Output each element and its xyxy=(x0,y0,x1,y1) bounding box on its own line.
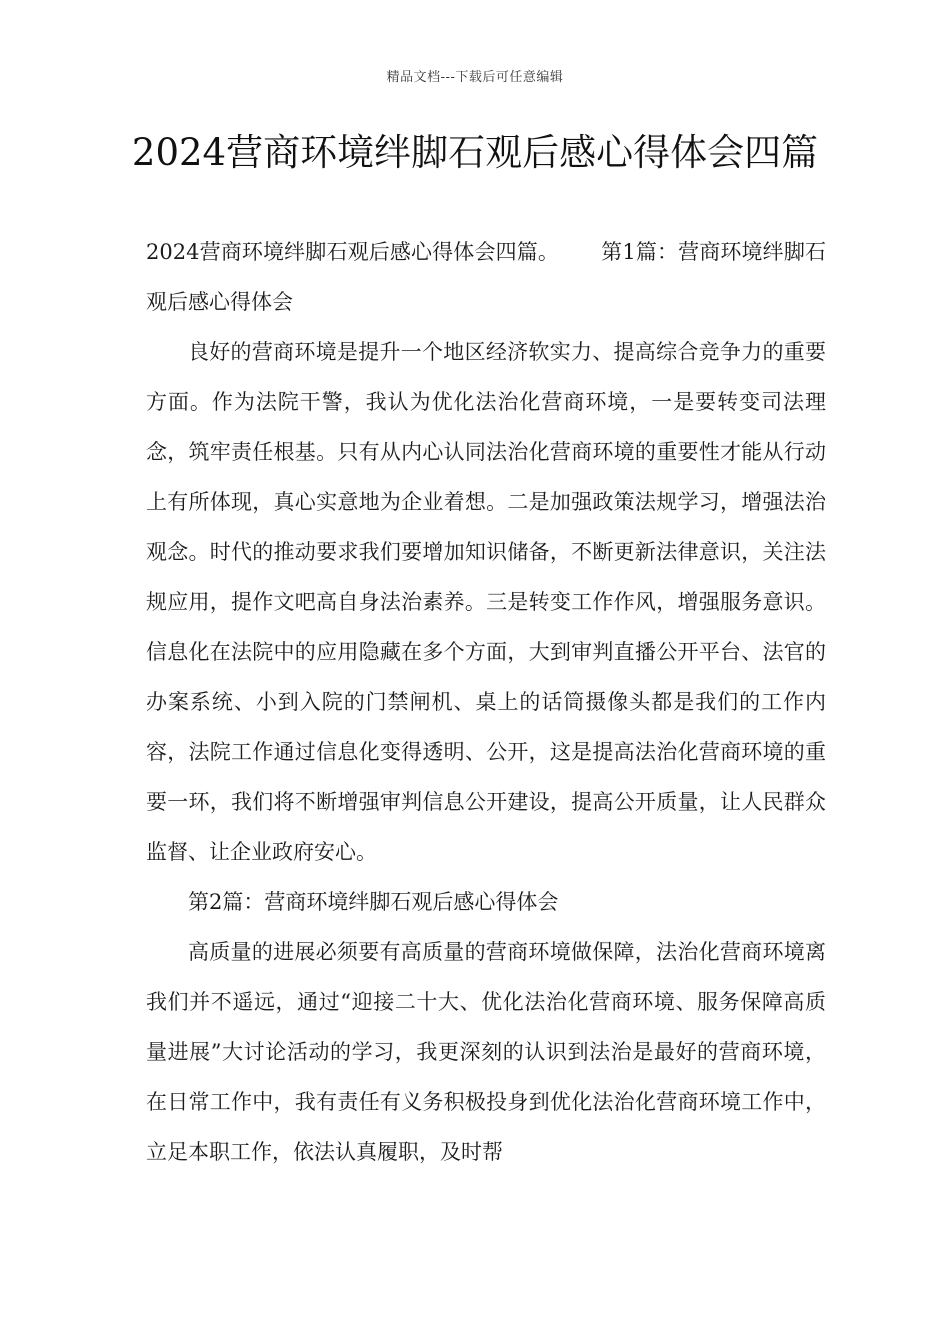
document-title: 2024营商环境绊脚石观后感心得体会四篇 xyxy=(131,131,819,174)
page-header: 精品文档---下载后可任意编辑 xyxy=(386,70,564,85)
intro-section-heading: 第1篇：营商环境绊脚石观后感心得体会 xyxy=(146,240,826,314)
body-paragraph-2: 高质量的进展必须要有高质量的营商环境做保障，法治化营商环境离我们并不遥远，通过“迎接二十大、优化法治化营商环境、服务保障高质量进展”大讨论活动的学习，我更深刻的认识到法治是最好的营商环境，在日常工作中，我有责任有义务积极投身到优化法治化营商环境工作中，立足本职工作，依法认真履职，及时帮 xyxy=(146,940,826,1164)
body-paragraph-1: 良好的营商环境是提升一个地区经济软实力、提高综合竞争力的重要方面。作为法院干警，我认为优化法治化营商环境，一是要转变司法理念，筑牢责任根基。只有从内心认同法治化营商环境的重要性才能从行动上有所体现，真心实意地为企业着想。二是加强政策法规学习，增强法治观念。时代的推动要求我们要增加知识储备，不断更新法律意识，关注法规应用，提作文吧高自身法治素养。三是转变工作作风，增强服务意识。信息化在法院中的应用隐藏在多个方面，大到审判直播公开平台、法官的办案系统、小到入院的门禁闸机、桌上的话筒摄像头都是我们的工作内容，法院工作通过信息化变得透明、公开，这是提高法治化营商环境的重要一环，我们将不断增强审判信息公开建设，提高公开质量，让人民群众监督、让企业政府安心。 xyxy=(146,340,826,864)
document-body xyxy=(146,227,826,1177)
intro-text: 2024营商环境绊脚石观后感心得体会四篇。 xyxy=(146,240,560,264)
intro-paragraph xyxy=(146,227,826,327)
section-2-heading: 第2篇：营商环境绊脚石观后感心得体会 xyxy=(188,890,559,914)
